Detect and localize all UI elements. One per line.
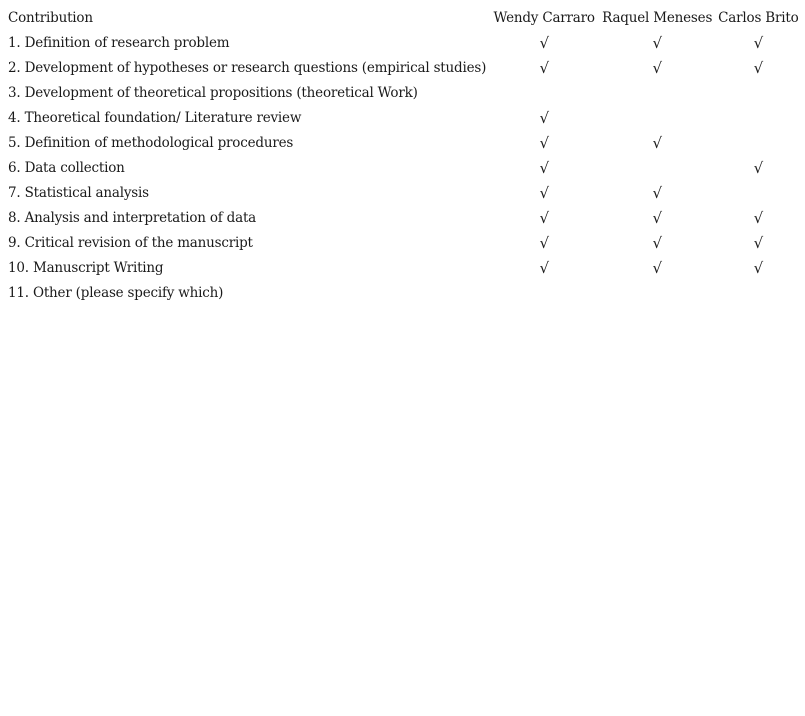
check-mark: √ [539,233,549,252]
table-row [5,205,802,230]
check-mark [489,80,599,105]
table-row [5,80,802,105]
check-mark: √ [753,58,764,77]
check-mark: √ [753,208,764,227]
row-label: 9. Critical revision of the manuscript [8,234,253,251]
table-row [5,55,802,80]
check-mark [715,180,801,205]
check-mark: √ [539,158,549,177]
header-author-wendy-carraro: Wendy Carraro [493,9,595,26]
row-label: 4. Theoretical foundation/ Literature review [8,109,302,126]
check-mark: √ [652,58,662,77]
check-mark [599,105,715,130]
check-mark [715,130,801,155]
check-mark [599,80,715,105]
check-mark: √ [539,258,549,277]
check-mark: √ [753,258,764,277]
table-row [5,180,802,205]
check-mark: √ [652,133,662,152]
table-header [5,5,802,30]
check-mark [599,280,715,305]
row-label: 1. Definition of research problem [8,34,230,51]
row-label: 2. Development of hypotheses or research questions (empirical studies) [8,59,487,76]
check-mark: √ [539,208,549,227]
table-row [5,155,802,180]
contribution-table [5,5,802,305]
row-label: 11. Other (please specify which) [8,284,224,301]
table-row [5,230,802,255]
header-author-carlos-brito: Carlos Brito [718,9,799,26]
check-mark [715,280,801,305]
check-mark: √ [753,233,764,252]
table-row [5,255,802,280]
check-mark: √ [539,183,549,202]
check-mark: √ [753,33,764,52]
row-label: 6. Data collection [8,159,125,176]
table-row [5,30,802,55]
check-mark: √ [539,133,549,152]
header-contribution: Contribution [8,9,93,26]
check-mark: √ [753,158,764,177]
row-label: 8. Analysis and interpretation of data [8,209,257,226]
table-row [5,105,802,130]
check-mark [599,155,715,180]
check-mark: √ [539,58,549,77]
check-mark: √ [652,233,662,252]
check-mark [489,280,599,305]
check-mark: √ [652,208,662,227]
header-row [5,5,802,30]
check-mark [715,80,801,105]
table-row [5,130,802,155]
row-label: 3. Development of theoretical propositions (theoretical Work) [8,84,418,101]
check-mark: √ [652,33,662,52]
check-mark: √ [652,258,662,277]
row-label: 10. Manuscript Writing [8,259,164,276]
table-body [5,30,802,305]
check-mark: √ [652,183,662,202]
table-row [5,280,802,305]
check-mark [715,105,801,130]
row-label: 7. Statistical analysis [8,184,149,201]
check-mark: √ [539,108,549,127]
row-label: 5. Definition of methodological procedures [8,134,294,151]
header-author-raquel-meneses: Raquel Meneses [602,9,713,26]
check-mark: √ [539,33,549,52]
